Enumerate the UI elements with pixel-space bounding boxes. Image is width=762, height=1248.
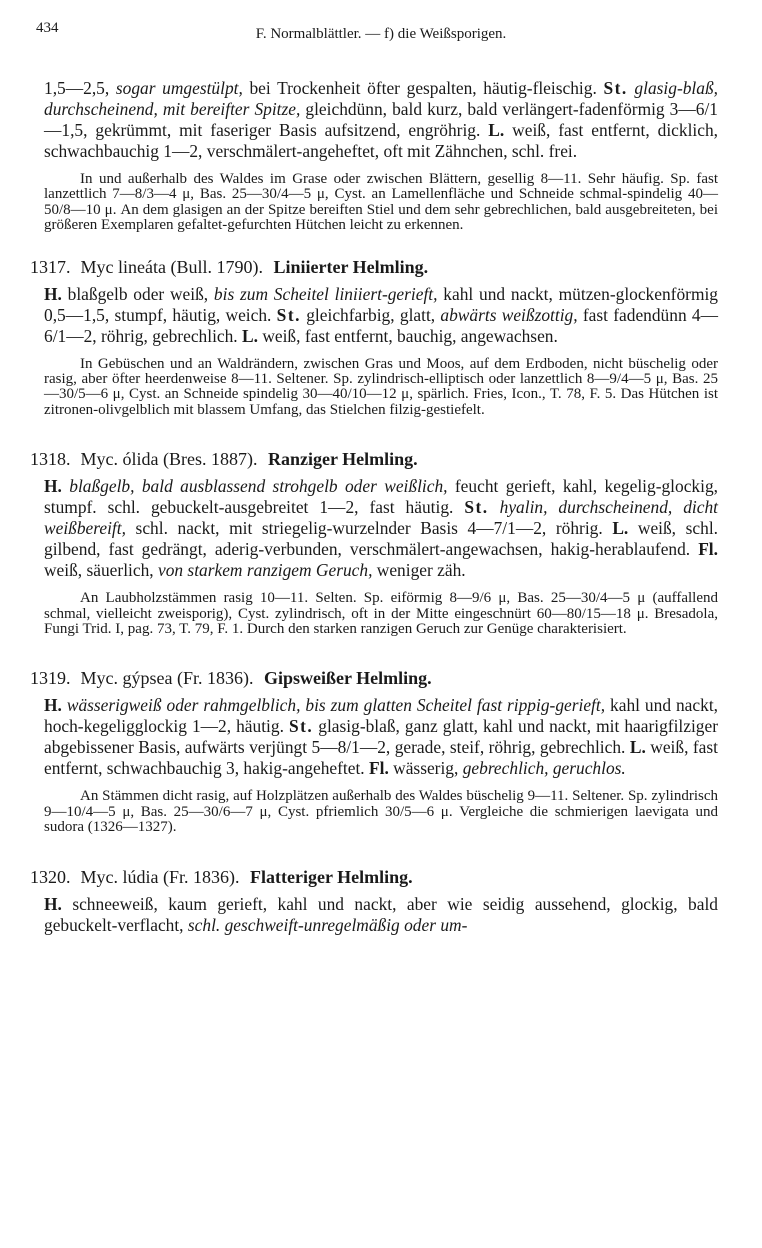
running-title: F. Normalblättler. — f) die Weißsporigen. [255,26,507,42]
latin-name: Myc. ólida (Bres. 1887). [80,449,258,470]
latin-name: Myc. gýpsea (Fr. 1836). [80,668,254,689]
latin-name: Myc lineáta (Bull. 1790). [80,256,263,277]
german-name: Ranziger Helmling. [267,449,418,470]
entry-title-1319: 1319. Myc. gýpsea (Fr. 1836). Gipsweißer Helmling. [30,668,432,689]
page-number: 434 [36,20,59,36]
entry-notes-1317: In Gebüschen und an Waldrändern, zwischen Gras und Moos, auf dem Erdboden, nicht büschelig oder rasig, aber öfter heerdenweise 8—11. Seltener. Sp. zylindrisch-elliptisch oder lanzettlich 8—9/4—5 μ, Bas. 25—30/5—6 μ, Cyst. an Schneide spindelig 30—40/10—12 μ, spärlich. Fries, Icon., T. 78, F. 5. Das Hütchen ist zitronen-olivgelblich mit blassem Umfang, das Stielchen filzig-gestiefelt. [44,355,718,418]
entry-description-1320: H. schneeweiß, kaum gerieft, kahl und nackt, aber wie seidig aussehend, glockig, bald gebuckelt-verflacht, schl. geschweift-unregelmäßig oder um- [44,893,718,935]
german-name: Flatteriger Helmling. [250,866,413,887]
entry-title-1318: 1318. Myc. ólida (Bres. 1887). Ranziger Helmling. [30,449,418,470]
entry-title-1317: 1317. Myc lineáta (Bull. 1790). Liniierter Helmling. [30,256,429,277]
entry-notes-1318: An Laubholzstämmen rasig 10—11. Selten. Sp. eiförmig 8—9/6 μ, Bas. 25—30/4—5 μ (auffallend schmal, vielleicht zweisporig), Cyst. zylindrisch, oft in der Mitte eingeschnürt 60—80/15—18 μ. Bresadola, Fungi Trid. I, pag. 73, T. 79, F. 1. Durch den starken ranzigen Geruch zur Genüge charakterisiert. [44,590,718,638]
entry-description-1318: H. blaßgelb, bald ausblassend strohgelb oder weißlich, feucht gerieft, kahl, kegelig-glockig, stumpf. schl. gebuckelt-ausgebreitet 1—2, fast häutig. St. hyalin, durchscheinend, dicht weißbereift, schl. nackt, mit striegelig-wurzelnder Basis 4—7/1—2, röhrig. L. weiß, schl. gilbend, fast gedrängt, aderig-verbunden, verschmälert-angewachsen, hakig-herablaufend. Fl. weiß, säuerlich, von starkem ranzigem Geruch, weniger zäh. [44,476,718,581]
entry-notes-1319: An Stämmen dicht rasig, auf Holzplätzen außerhalb des Waldes büschelig 9—11. Seltener. Sp. zylindrisch 9—10/4—5 μ, Bas. 25—30/6—7 μ, Cyst. pfriemlich 30/5—6 μ. Vergleiche die schmierigen laevigata und sudora (1326—1327). [44,788,718,836]
german-name: Gipsweißer Helmling. [263,668,432,689]
intro-notes: In und außerhalb des Waldes im Grase oder zwischen Blättern, gesellig 8—11. Sehr häufig. Sp. fast lanzettlich 7—8/3—4 μ, Bas. 25—30/4—5 μ, Cyst. an Lamellenfläche und Schneide schmal-spindelig 40—50/8—10 μ. An dem glasigen an der Spitze bereiften Stiel und dem sehr gebrechlichen, bald ausgebreiteten, bei größeren Exemplaren gefaltet-gefurchten Hütchen leicht zu erkennen. [44,171,718,234]
latin-name: Myc. lúdia (Fr. 1836). [80,866,240,887]
entry-title-1320: 1320. Myc. lúdia (Fr. 1836). Flatteriger Helmling. [30,866,413,887]
stem-key: St. [603,78,628,98]
lamellae-key: L. [488,120,505,140]
entry-description-1319: H. wässerigweiß oder rahmgelblich, bis zum glatten Scheitel fast rippig-gerieft, kahl und nackt, hoch-kegeligglockig 1—2, häutig. St. glasig-blaß, ganz glatt, kahl und nackt, mit haarigfilziger abgebissener Basis, aufwärts verjüngt 5—8/1—2, gerade, steif, röhrig, gebrechlich. L. weiß, fast entfernt, schwachbauchig 3, hakig-angeheftet. Fl. wässerig, gebrechlich, geruchlos. [44,695,719,779]
intro-description: 1,5—2,5, sogar umgestülpt, bei Trockenheit öfter gespalten, häutig-fleischig. St. glasig-blaß, durchscheinend, mit bereifter Spitze, gleichdünn, bald kurz, bald verlängert-fadenförmig 3—6/1—1,5, gekrümmt, mit faseriger Basis aufsitzend, engröhrig. L. weiß, fast entfernt, dicklich, schwachbauchig 1—2, verschmälert-angeheftet, oft mit Zähnchen, schl. frei. [44,78,718,161]
german-name: Liniierter Helmling. [273,256,429,277]
entry-description-1317: H. blaßgelb oder weiß, bis zum Scheitel liniiert-gerieft, kahl und nackt, mützen-glockenförmig 0,5—1,5, stumpf, häutig, weich. St. gleichfarbig, glatt, abwärts weißzottig, fast fadendünn 4—6/1—2, röhrig, gebrechlich. L. weiß, fast entfernt, bauchig, angewachsen. [44,283,719,346]
page-header [36,16,718,44]
